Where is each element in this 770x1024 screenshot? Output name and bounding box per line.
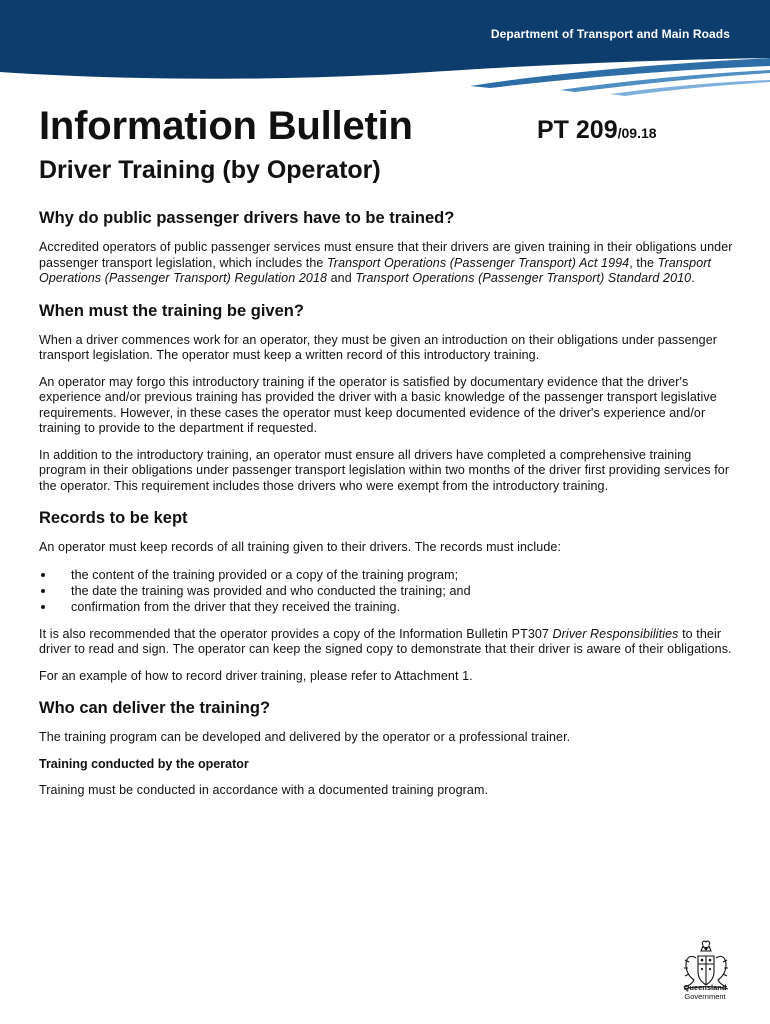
paragraph-recommendation (39, 627, 739, 658)
text-run: to their driver to read and sign. The operator can keep the signed copy to demonstrate that their driver is aware of their obligations. (39, 626, 732, 656)
list-item: confirmation from the driver that they received the training. (39, 599, 739, 615)
paragraph-records-intro: An operator must keep records of all training given to their drivers. The records must include: (39, 540, 562, 554)
records-bullet-list (39, 567, 739, 615)
subheading-training-by-operator: Training conducted by the operator (39, 756, 249, 771)
title-row (39, 104, 739, 156)
document-title: Information Bulletin (39, 104, 413, 148)
text-run: . (691, 271, 695, 285)
list-item: the content of the training provided or a copy of the training program; (39, 567, 739, 583)
department-name: Department of Transport and Main Roads (490, 27, 730, 41)
section-heading-why-trained: Why do public passenger drivers have to be trained? (39, 209, 455, 227)
paragraph-training-program: The training program can be developed and delivered by the operator or a professional trainer. (39, 730, 571, 744)
legislation-regulation-reference: Transport Operations (Passenger Transport) Regulation 2018 (39, 255, 712, 285)
government-logo-text (676, 983, 734, 1001)
document-subtitle: Driver Training (by Operator) (39, 156, 381, 184)
text-run: It is also recommended that the operator provides a copy of the Information Bulletin PT307 (39, 626, 553, 641)
text-run: and (327, 271, 356, 285)
paragraph-introduction-obligations: When a driver commences work for an operator, they must be given an introduction on their obligations under passenger transport legislation. The operator must keep a written record of this introductory training. (39, 332, 718, 362)
paragraph-attachment-reference: For an example of how to record driver training, please refer to Attachment 1. (39, 668, 473, 683)
logo-line-government: Government (684, 992, 726, 1001)
bulletin-code (537, 116, 657, 145)
section-heading-when-given: When must the training be given? (39, 301, 304, 320)
document-body (39, 104, 739, 809)
header-banner (0, 0, 770, 100)
paragraph-comprehensive-training: In addition to the introductory training, an operator must ensure all drivers have completed a comprehensive training program in their obligations under passenger transport legislation within two months of the driver first providing services for the operator. This requirement includes those drivers who were exempt from the introductory training. (39, 447, 730, 493)
section-heading-who-delivers: Who can deliver the training? (39, 699, 271, 717)
paragraph-documented-program: Training must be conducted in accordance with a documented training program. (39, 782, 489, 797)
paragraph-accredited-operators (39, 240, 739, 287)
text-run: Accredited operators of public passenger services must ensure that their drivers are given training in their obligations under passenger transport legislation, which includes the (39, 240, 733, 270)
legislation-standard-reference: Transport Operations (Passenger Transport) Standard 2010 (355, 271, 692, 285)
text-run: , the (629, 255, 658, 270)
banner-wave-graphic (0, 0, 770, 100)
legislation-act-reference: Transport Operations (Passenger Transport) Act 1994 (327, 255, 630, 270)
paragraph-forgo-training: An operator may forgo this introductory training if the operator is satisfied by documentary evidence that the driver's experience and/or previous training has provided the driver with a basic knowledge of the passenger transport legislative requirements. However, in these cases the operator must keep documented evidence of the driver's experience and/or training to provide to the department if requested. (39, 374, 717, 435)
section-heading-records: Records to be kept (39, 509, 188, 527)
bulletin-code-suffix: /09.18 (617, 125, 657, 141)
bulletin-title-reference: Driver Responsibilities (552, 626, 679, 641)
bulletin-code-number: PT 209 (537, 116, 618, 144)
list-item: the date the training was provided and who conducted the training; and (39, 583, 739, 599)
logo-line-queensland: Queensland (683, 983, 727, 992)
